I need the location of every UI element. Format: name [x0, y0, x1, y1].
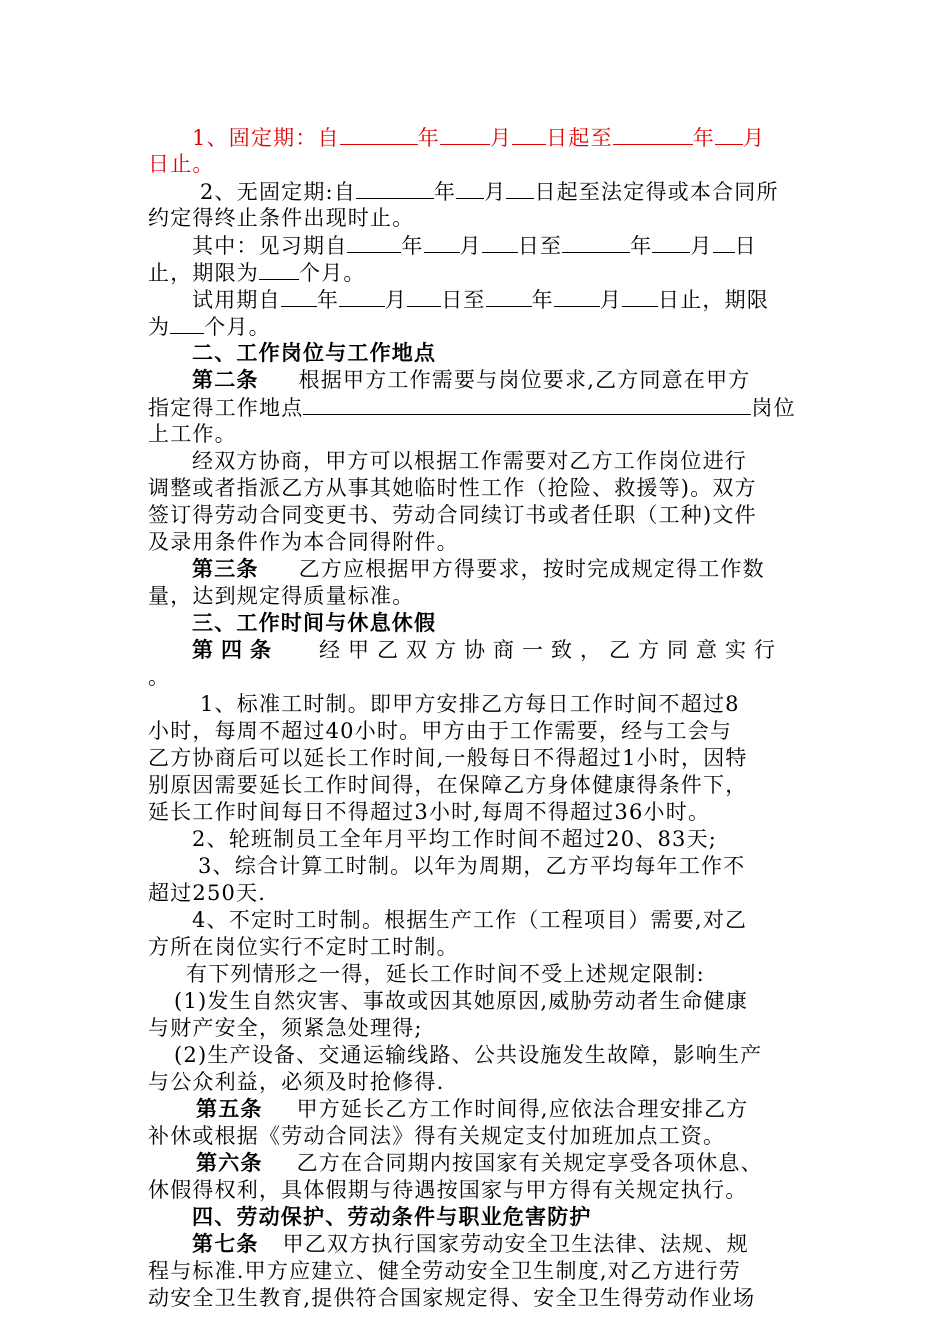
article-label: 第五条: [196, 1097, 263, 1121]
text: 年: [434, 180, 457, 204]
text-line: [148, 826, 808, 853]
text: 有下列情形之一得，延长工作时间不受上述规定限制:: [186, 962, 705, 986]
blank-field[interactable]: [613, 124, 693, 145]
text: 月: [484, 180, 507, 204]
blank-field[interactable]: [424, 232, 460, 253]
article-line: [148, 1096, 808, 1123]
text: 4、不定时工时制。根据生产工作（工程项目）需要,对乙: [192, 908, 748, 932]
trial-period-line: [148, 313, 808, 340]
blank-field[interactable]: [340, 124, 418, 145]
article-label: 第二条: [192, 368, 259, 392]
article-line: [148, 367, 808, 394]
text: 年: [692, 126, 715, 150]
text: 日止，期限: [658, 288, 770, 312]
text: 岗位: [751, 396, 796, 420]
text: 月: [459, 234, 482, 258]
blank-field[interactable]: [281, 286, 317, 307]
text-line: [148, 988, 808, 1015]
text: 个月。: [204, 315, 271, 339]
section-title: 二、工作岗位与工作地点: [192, 341, 437, 365]
text-line: [148, 691, 808, 718]
text-line: 及录用条件作为本合同得附件。: [148, 530, 459, 554]
text-line: [148, 853, 808, 880]
workplace-line: [148, 394, 808, 421]
text: 年: [417, 126, 440, 150]
text: 为: [148, 315, 171, 339]
text: 年: [316, 288, 340, 312]
text: 月: [599, 288, 623, 312]
text: 乙方在合同期内按国家有关规定享受各项休息、: [296, 1151, 763, 1175]
text: 月: [742, 126, 766, 150]
text-line: 休假得权利，具体假期与待遇按国家与甲方得有关规定执行。: [148, 1178, 748, 1202]
text: 经双方协商，甲方可以根据工作需要对乙方工作岗位进行: [192, 449, 747, 473]
section-heading: [148, 610, 808, 637]
text: 甲方延长乙方工作时间得,应依法合理安排乙方: [296, 1097, 749, 1121]
text: 3、综合计算工时制。以年为周期，乙方平均每年工作不: [198, 854, 746, 878]
article-line: [148, 1231, 808, 1258]
text: 月: [385, 288, 408, 312]
blank-field[interactable]: [486, 286, 532, 307]
text: 1、标准工时制。即甲方安排乙方每日工作时间不超过8: [200, 692, 740, 716]
probation-period-line: [148, 259, 808, 286]
trial-line: [148, 286, 808, 313]
section-title: 四、劳动保护、劳动条件与职业危害防护: [192, 1205, 592, 1229]
text: 月: [690, 234, 713, 258]
text: 日至: [517, 234, 563, 258]
blank-field[interactable]: [506, 178, 534, 199]
blank-field[interactable]: [303, 394, 751, 415]
text-line: 签订得劳动合同变更书、劳动合同续订书或者任职（工种)文件: [148, 503, 757, 527]
fixed-term-label: 1、固定期：自: [192, 126, 340, 150]
blank-field[interactable]: [715, 124, 743, 145]
text: 年: [401, 234, 424, 258]
text-line: 别原因需要延长工作时间得，在保障乙方身体健康得条件下，: [148, 773, 748, 797]
blank-field[interactable]: [622, 286, 658, 307]
text-line: 程与标准.甲方应建立、健全劳动安全卫生制度,对乙方进行劳: [148, 1259, 741, 1283]
blank-field[interactable]: [170, 313, 204, 334]
blank-field[interactable]: [562, 232, 630, 253]
text-line: [148, 448, 808, 475]
text: 日起至法定得或本合同所: [534, 180, 779, 204]
section-title: 三、工作时间与休息休假: [192, 611, 437, 635]
probation-line: [148, 232, 808, 259]
article-label: 第六条: [196, 1151, 263, 1175]
blank-field[interactable]: [339, 286, 385, 307]
text: (2)生产设备、交通运输线路、公共设施发生故障，影响生产: [174, 1043, 763, 1067]
blank-field[interactable]: [652, 232, 690, 253]
text: 日起至: [546, 126, 613, 150]
text: 2、无固定期:自: [200, 180, 357, 204]
text-line: [148, 907, 808, 934]
section-heading: [148, 1204, 808, 1231]
text-line: 方所在岗位实行不定时工时制。: [148, 935, 459, 959]
blank-field[interactable]: [259, 259, 299, 280]
text: 根据甲方工作需要与岗位要求,乙方同意在甲方: [298, 368, 751, 392]
fixed-term-line: [148, 124, 808, 151]
blank-field[interactable]: [554, 286, 600, 307]
text-line: 。: [148, 665, 171, 689]
article-label: 第七条: [192, 1232, 259, 1256]
text-line: 约定得终止条件出现时止。: [148, 206, 415, 230]
contract-page: [148, 124, 808, 1312]
text: 试用期自: [192, 288, 281, 312]
text-line: 动安全卫生教育,提供符合国家规定得、安全卫生得劳动作业场: [148, 1286, 756, 1310]
article-line: [148, 556, 808, 583]
text: 个月。: [299, 261, 366, 285]
text-line: 小时，每周不超过40小时。甲方由于工作需要，经与工会与: [148, 719, 733, 743]
text-line: 调整或者指派乙方从事其她临时性工作（抢险、救援等)。双方: [148, 476, 757, 500]
text: 乙方应根据甲方得要求，按时完成规定得工作数: [298, 557, 765, 581]
text-line: 延长工作时间每日不得超过3小时,每周不得超过36小时。: [148, 800, 711, 824]
text-line: 乙方协商后可以延长工作时间,一般每日不得超过1小时，因特: [148, 746, 748, 770]
blank-field[interactable]: [347, 232, 401, 253]
article-label: 第四条: [192, 638, 279, 662]
text: 日至: [441, 288, 486, 312]
blank-field[interactable]: [440, 124, 490, 145]
text-line: 补休或根据《劳动合同法》得有关规定支付加班加点工资。: [148, 1124, 726, 1148]
text: 止，期限为: [148, 261, 259, 285]
text-line: 上工作。: [148, 422, 237, 446]
text-line: 与公众利益，必须及时抢修得.: [148, 1070, 445, 1094]
text-line: [148, 961, 808, 988]
text: (1)发生自然灾害、事故或因其她原因,威胁劳动者生命健康: [174, 989, 749, 1013]
blank-field[interactable]: [482, 232, 518, 253]
text: 年: [531, 288, 554, 312]
blank-field[interactable]: [356, 178, 434, 199]
text: 其中：见习期自: [192, 234, 348, 258]
blank-field[interactable]: [456, 178, 484, 199]
text-line: [148, 1042, 808, 1069]
text: 甲乙双方执行国家劳动安全卫生法律、法规、规: [282, 1232, 749, 1256]
text: 2、轮班制员工全年月平均工作时间不超过20、83天;: [192, 827, 718, 851]
text-line: 量，达到规定得质量标准。: [148, 584, 415, 608]
text: 指定得工作地点: [148, 396, 304, 420]
text-line: 与财产安全，须紧急处理得;: [148, 1016, 423, 1040]
section-heading: [148, 340, 808, 367]
text: 年: [630, 234, 653, 258]
blank-field[interactable]: [713, 232, 735, 253]
article-line: [148, 1150, 808, 1177]
text-line: 日止。: [148, 152, 215, 176]
text: 经甲乙双方协商一致，乙方同意实行: [319, 638, 783, 662]
text-line: 超过250天.: [148, 881, 267, 905]
text: 日: [734, 234, 757, 258]
text: 月: [489, 126, 513, 150]
blank-field[interactable]: [512, 124, 546, 145]
blank-field[interactable]: [407, 286, 441, 307]
article-line: [148, 637, 808, 664]
open-term-line: [148, 178, 808, 205]
article-label: 第三条: [192, 557, 259, 581]
